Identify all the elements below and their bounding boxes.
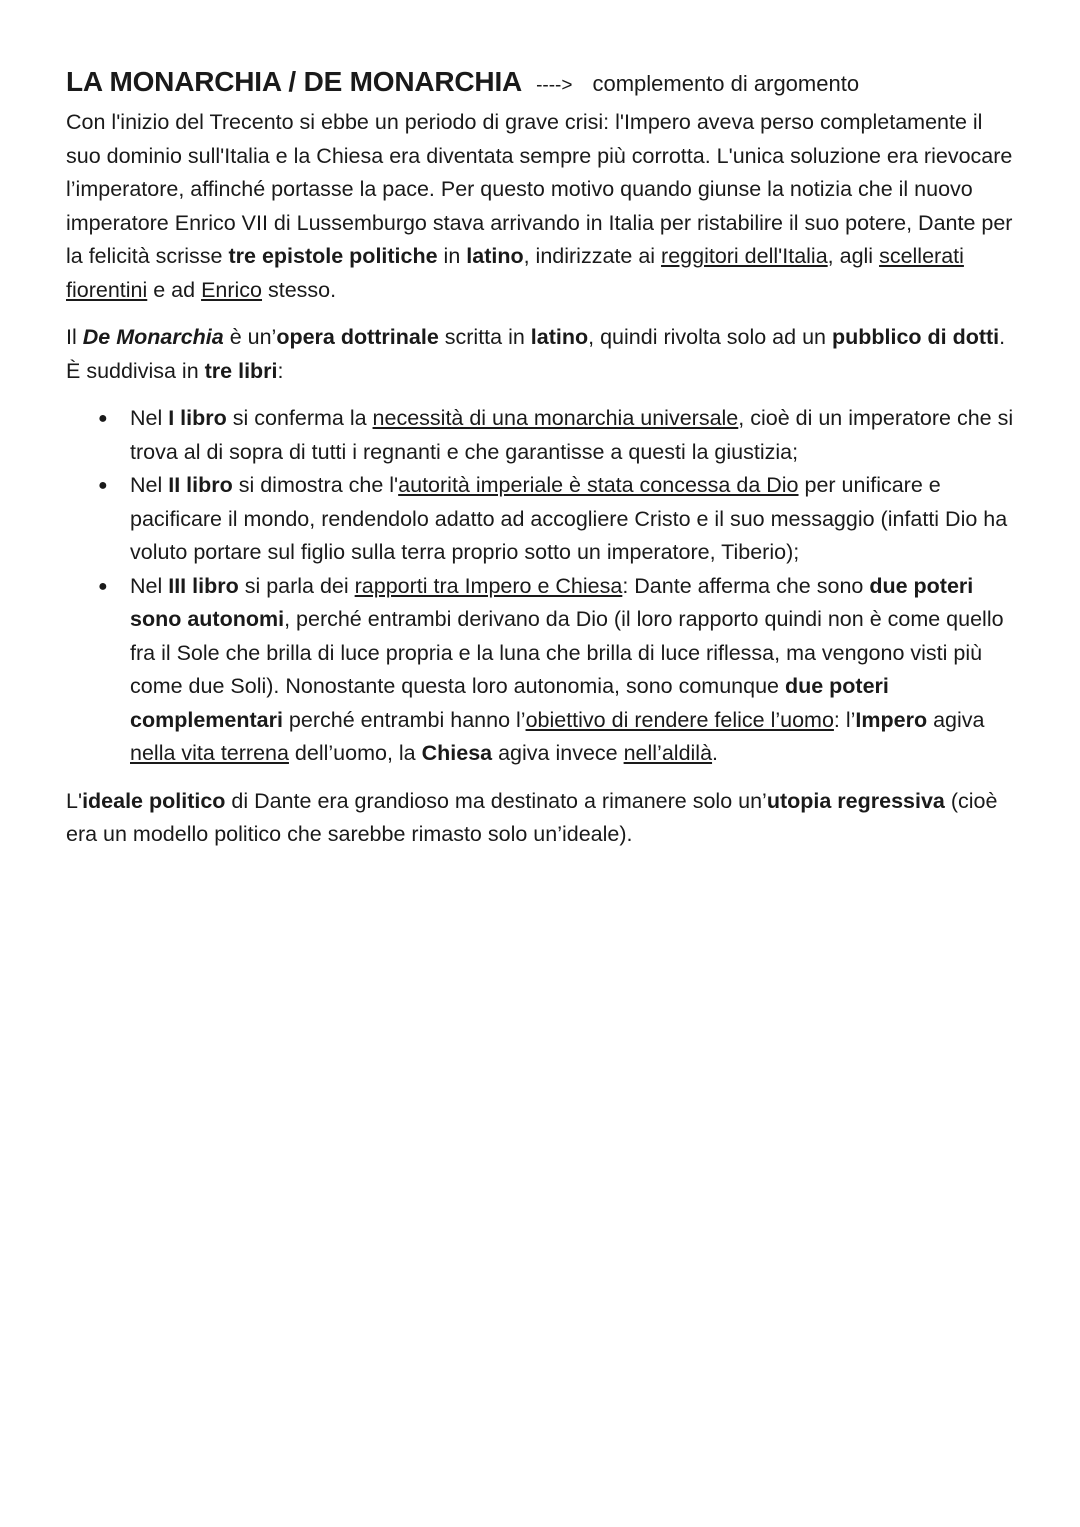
- document-page: [66, 66, 1016, 866]
- keyword: due poteri sono autonomi: [130, 573, 974, 631]
- arrow-symbol: ---->: [536, 75, 573, 96]
- keyword: latino: [530, 325, 589, 349]
- keyword: pubblico di dotti: [831, 325, 1000, 349]
- keyword: I libro: [168, 406, 227, 430]
- conclusion-paragraph: L'ideale politico di Dante era grandioso ma destinato a rimanere solo un’utopia regressiva (cioè era un modello politico che sarebbe rimasto solo un’ideale).: [66, 788, 998, 846]
- list-item-libro-1: ● Nel I libro si conferma la necessità di una monarchia universale, cioè di un imperatore che si trova al di sopra di tutti i regnanti e che garantisse a questi la giustizia;: [130, 402, 1016, 469]
- underlined-phrase: autorità imperiale è stata concessa da Dio: [398, 473, 799, 497]
- underlined-phrase: Enrico: [201, 277, 263, 302]
- keyword: tre libri: [204, 358, 278, 383]
- page-title: LA MONARCHIA / DE MONARCHIA: [66, 66, 523, 97]
- title-line: [66, 66, 1016, 98]
- underlined-phrase: obiettivo di rendere felice l’uomo: [525, 707, 834, 732]
- page-subtitle: complemento di argomento: [592, 71, 860, 96]
- list-item-libro-2: ● Nel II libro si dimostra che l'autorità imperiale è stata concessa da Dio per unificare e pacificare il mondo, rendendolo adatto ad accogliere Cristo e il suo messaggio (infatti Dio ha voluto portare sul figlio sulla terra proprio sotto un imperatore, Tiberio);: [130, 469, 1016, 570]
- keyword: ideale politico: [82, 788, 226, 813]
- keyword: due poteri complementari: [130, 674, 889, 732]
- underlined-phrase: rapporti tra Impero e Chiesa: [354, 573, 623, 598]
- intro-paragraph: Con l'inizio del Trecento si ebbe un periodo di grave crisi: l'Impero aveva perso completamente il suo dominio sull'Italia e la Chiesa era diventata sempre più corrotta. L'unica soluzione era rievocare l’imperatore, affinché portasse la pace. Per questo motivo quando giunse la notizia che il nuovo imperatore Enrico VII di Lussemburgo stava arrivando in Italia per ristabilire il suo potere, Dante per la felicità scrisse tre epistole politiche in latino, indirizzate ai reggitori dell'Italia, agli scellerati fiorentini e ad Enrico stesso.: [66, 110, 1013, 302]
- keyword: Impero: [855, 707, 928, 732]
- opera-paragraph: Il De Monarchia è un’opera dottrinale scritta in latino, quindi rivolta solo ad un pubblico di dotti. È suddivisa in tre libri:: [66, 325, 1006, 383]
- keyword: tre epistole politiche: [228, 244, 438, 268]
- keyword: utopia regressiva: [766, 788, 945, 813]
- list-item-libro-3: ● Nel III libro si parla dei rapporti tra Impero e Chiesa: Dante afferma che sono due poteri sono autonomi, perché entrambi derivano da Dio (il loro rapporto quindi non è come quello fra il Sole che brilla di luce propria e la luna che brilla di luce riflessa, ma vengono visti più come due Soli). Nonostante questa loro autonomia, sono comunque due poteri complementari perché entrambi hanno l’obiettivo di rendere felice l’uomo: l’Impero agiva nella vita terrena dell’uomo, la Chiesa agiva invece nell’aldilà.: [130, 570, 1016, 771]
- keyword: latino: [466, 244, 524, 268]
- keyword: III libro: [168, 573, 239, 598]
- underlined-phrase: nell’aldilà: [623, 741, 713, 765]
- work-title: De Monarchia: [82, 325, 224, 349]
- underlined-phrase: necessità di una monarchia universale: [372, 406, 739, 430]
- books-list: [66, 402, 1016, 771]
- keyword: II libro: [168, 473, 233, 497]
- keyword: Chiesa: [421, 741, 493, 765]
- keyword: opera dottrinale: [276, 325, 439, 349]
- underlined-phrase: nella vita terrena: [130, 741, 289, 765]
- underlined-phrase: reggitori dell'Italia: [661, 244, 828, 268]
- underlined-phrase: scellerati fiorentini: [66, 244, 964, 302]
